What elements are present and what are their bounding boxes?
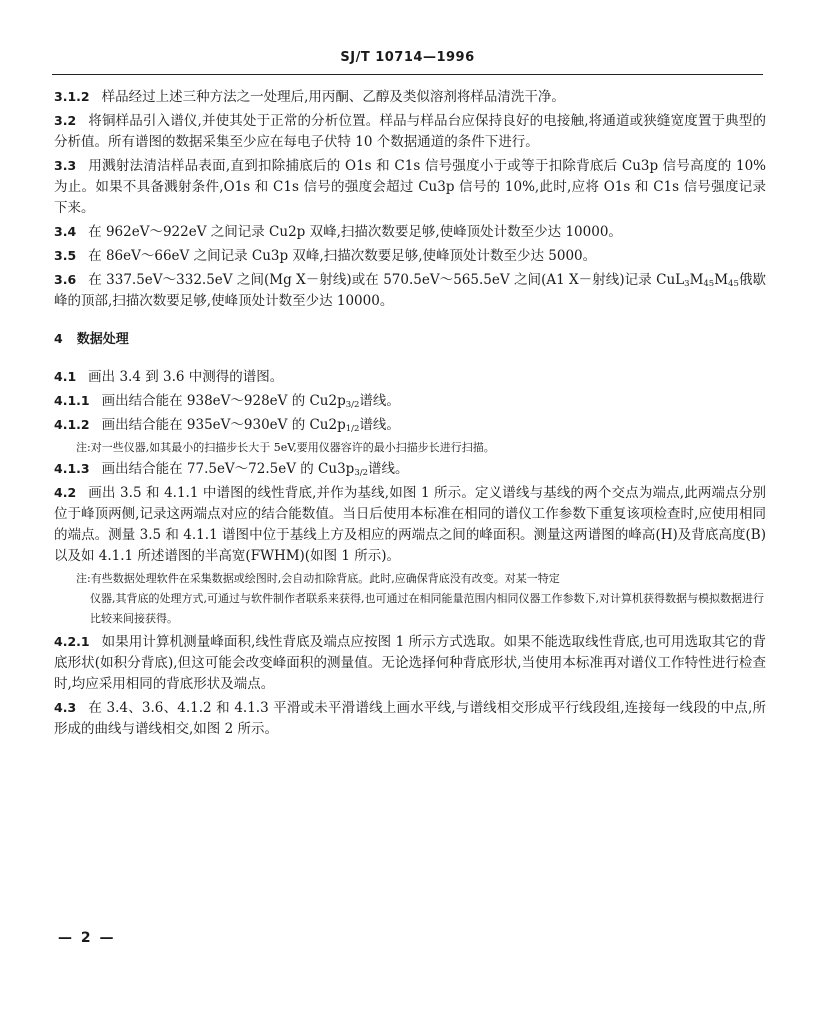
clause-4-1 bbox=[54, 366, 766, 388]
clause-text: 画出 3.5 和 4.1.1 中谱图的线性背底,并作为基线,如图 1 所示。定义谱线与基线的两个交点为端点,此两端点分别位于峰顶两侧,记录这两端点对应的结合能数值。当日后使用本标准在相同的谱仪工作参数下重复该项检查时,应使用相同的端点。测量 3.5 和 4.1.1 谱图中位于基线上方及相应的两端点之间的峰面积。测量这两谱图的峰高(H)及背底高度(B)以及如 4.1.1 所述谱图的半高宽(FWHM)(如图 1 所示)。 bbox=[54, 485, 766, 564]
clause-3-2 bbox=[54, 110, 766, 153]
subscript: 3/2 bbox=[354, 468, 369, 478]
note-continuation: 仪器,其背底的处理方式,可通过与软件制作者联系来获得,也可通过在相同能量范围内相同仪器工作参数下,对计算机获得数据与模拟数据进行比较来间接获得。 bbox=[90, 592, 764, 625]
clause-text: 谱线。 bbox=[359, 417, 400, 433]
clause-4-1-3 bbox=[54, 458, 766, 480]
clause-4-2-1 bbox=[54, 631, 766, 695]
clause-text: 在 962eV～922eV 之间记录 Cu2p 双峰,扫描次数要足够,使峰顶处计数至少达 10000。 bbox=[88, 224, 622, 240]
section-number: 4 bbox=[54, 331, 63, 346]
section-title: 数据处理 bbox=[76, 332, 129, 347]
clause-text: 在 86eV～66eV 之间记录 Cu3p 双峰,扫描次数要足够,使峰顶处计数至少达 5000。 bbox=[88, 248, 597, 264]
clause-text: 画出结合能在 935eV～930eV 的 Cu2p bbox=[101, 417, 346, 433]
note-first-line: 注:有些数据处理软件在采集数据或绘图时,会自动扣除背底。此时,应确保背底没有改变。对某一特定 bbox=[76, 572, 560, 585]
clause-3-4 bbox=[54, 221, 766, 243]
clause-text: 画出结合能在 938eV～928eV 的 Cu2p bbox=[101, 393, 346, 409]
clause-number: 4.2 bbox=[54, 485, 77, 500]
clause-number: 3.4 bbox=[54, 224, 77, 239]
subscript: 1/2 bbox=[345, 424, 360, 434]
clause-number: 4.1.1 bbox=[54, 393, 90, 408]
clause-3-5 bbox=[54, 245, 766, 267]
clause-number: 4.1 bbox=[54, 369, 77, 384]
clause-number: 4.2.1 bbox=[54, 634, 90, 649]
clause-4-3 bbox=[54, 697, 766, 740]
note-scan-step: 注:对一些仪器,如其最小的扫描步长大于 5eV,要用仪器容许的最小扫描步长进行扫描。 bbox=[76, 441, 495, 454]
clause-number: 3.6 bbox=[54, 272, 77, 287]
clause-number: 3.3 bbox=[54, 158, 77, 173]
subscript: 45 bbox=[703, 279, 715, 289]
clause-text: 将铜样品引入谱仪,并使其处于正常的分析位置。样品与样品台应保持良好的电接触,将通道或狭缝宽度置于典型的分析值。所有谱图的数据采集至少应在每电子伏特 10 个数据通道的条件下进行。 bbox=[54, 113, 766, 150]
document-body bbox=[54, 86, 766, 742]
clause-text: 谱线。 bbox=[368, 461, 409, 477]
clause-number: 4.1.3 bbox=[54, 461, 90, 476]
note-background bbox=[54, 569, 766, 629]
clause-text: 样品经过上述三种方法之一处理后,用丙酮、乙醇及类似溶剂将样品清洗干净。 bbox=[101, 89, 565, 105]
clause-text: 俄歇峰的顶部,扫描次数要足够,使峰顶处计数至少达 10000。 bbox=[54, 272, 766, 309]
clause-4-2 bbox=[54, 482, 766, 567]
clause-number: 4.3 bbox=[54, 700, 77, 715]
clause-text: 画出 3.4 到 3.6 中测得的谱图。 bbox=[88, 369, 284, 385]
subscript: 45 bbox=[728, 279, 739, 289]
section-heading-4 bbox=[54, 328, 766, 350]
clause-text: 在 337.5eV～332.5eV 之间(Mg X－射线)或在 570.5eV～565.5eV 之间(A1 X－射线)记录 CuL bbox=[88, 272, 685, 288]
clause-text: 在 3.4、3.6、4.1.2 和 4.1.3 平滑或未平滑谱线上画水平线,与谱线相交形成平行线段组,连接每一线段的中点,所形成的曲线与谱线相交,如图 2 所示。 bbox=[54, 700, 766, 737]
subscript: 3 bbox=[684, 279, 690, 289]
clause-number: 4.1.2 bbox=[54, 417, 90, 432]
clause-number: 3.5 bbox=[54, 248, 77, 263]
clause-4-1-2 bbox=[54, 414, 766, 436]
clause-text: 画出结合能在 77.5eV～72.5eV 的 Cu3p bbox=[101, 461, 355, 477]
clause-text: 如果用计算机测量峰面积,线性背底及端点应按图 1 所示方式选取。如果不能选取线性背底,也可用选取其它的背底形状(如积分背底),但这可能会改变峰面积的测量值。无论选择何种背底形状,当使用本标准再对谱仪工作特性进行检查时,均应采用相同的背底形状及端点。 bbox=[54, 634, 766, 692]
clause-3-6 bbox=[54, 269, 766, 312]
clause-text: M bbox=[689, 272, 704, 288]
page-number: — 2 — bbox=[58, 930, 116, 946]
header-rule bbox=[52, 74, 763, 75]
clause-4-1-1 bbox=[54, 390, 766, 412]
clause-number: 3.1.2 bbox=[54, 89, 90, 104]
clause-text: 谱线。 bbox=[359, 393, 400, 409]
clause-3-1-2 bbox=[54, 86, 766, 108]
clause-number: 3.2 bbox=[54, 113, 77, 128]
clause-text: M bbox=[714, 272, 729, 288]
standard-code-header: SJ/T 10714—1996 bbox=[340, 50, 475, 65]
clause-3-3 bbox=[54, 155, 766, 219]
subscript: 3/2 bbox=[345, 400, 360, 410]
clause-text: 用溅射法清洁样品表面,直到扣除捕底后的 O1s 和 C1s 信号强度小于或等于扣除背底后 Cu3p 信号高度的 10%为止。如果不具备溅射条件,O1s 和 C1s 信号的强度会超过 Cu3p 信号的 10%,此时,应将 O1s 和 C1s 信号强度记录下来。 bbox=[54, 158, 766, 216]
